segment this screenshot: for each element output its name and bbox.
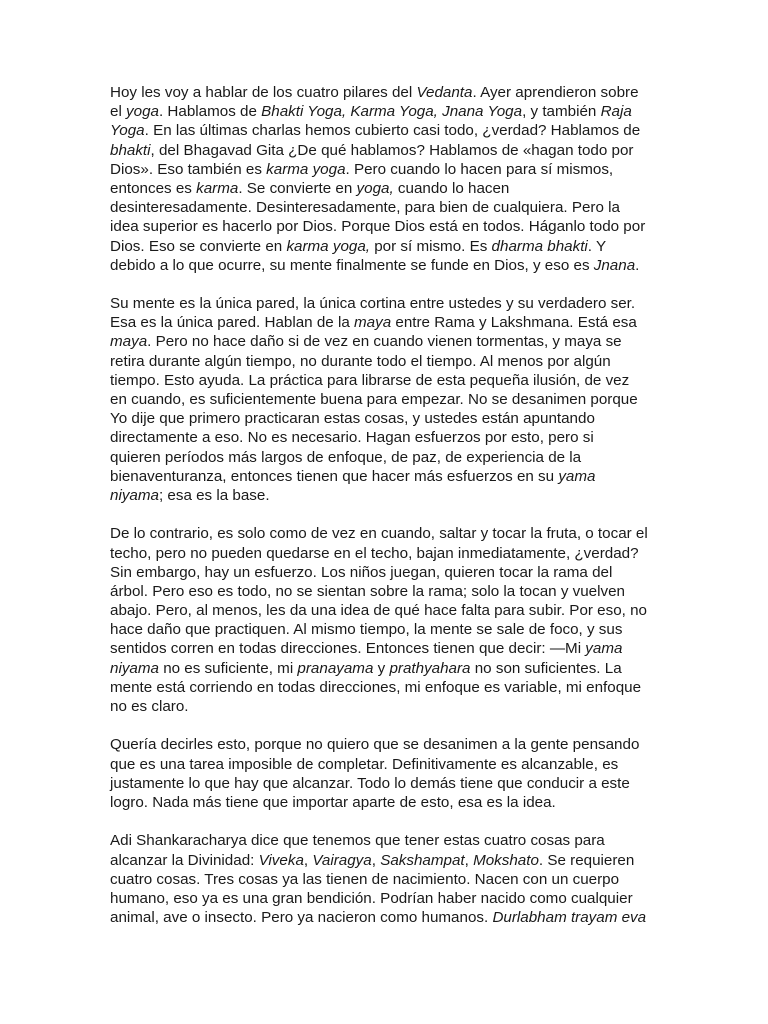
- italic-term: yoga,: [356, 179, 394, 197]
- italic-term: pranayama: [297, 659, 374, 677]
- text-segment: justamente lo que hay que alcanzar. Todo lo demás tiene que conducir a este: [110, 774, 630, 792]
- text-segment: idea superior es hacerlo por Dios. Porque Dios está en todos. Háganlo todo por: [110, 218, 646, 236]
- text-segment: , del Bhagavad Gita ¿De qué hablamos? Hablamos de «hagan todo por: [150, 141, 634, 159]
- text-line: [110, 544, 662, 563]
- italic-term: maya: [110, 333, 148, 351]
- document-body: [110, 83, 662, 946]
- text-segment: en cuando, es suficientemente buena para empezar. No se desanimen porque: [110, 391, 638, 408]
- text-segment: Su mente es la única pared, la única cortina entre ustedes y su verdadero ser.: [110, 295, 636, 313]
- text-segment: desinteresadamente. Desinteresadamente, para bien de cualquiera. Pero la: [110, 199, 620, 217]
- text-line: [110, 198, 662, 217]
- text-line: [110, 390, 662, 409]
- italic-term: yama: [585, 640, 623, 658]
- text-segment: Adi Shankaracharya dice que tenemos que tener estas cuatro cosas para: [110, 832, 605, 850]
- text-line: [110, 678, 662, 697]
- italic-term: dharma bhakti: [491, 237, 588, 255]
- text-line: [110, 908, 662, 927]
- italic-term: Mokshato: [473, 851, 539, 869]
- text-line: [110, 409, 662, 428]
- text-segment: . Pero no hace daño si de vez en cuando vienen tormentas, y maya se: [147, 333, 622, 351]
- italic-term: karma yoga,: [286, 237, 371, 255]
- text-line: [110, 659, 662, 678]
- italic-term: Sakshampat: [380, 851, 465, 869]
- text-line: [110, 83, 662, 102]
- text-line: [110, 774, 662, 793]
- text-segment: debido a lo que ocurre, su mente finalmente se funde en Dios, y eso es: [110, 256, 594, 274]
- italic-term: Durlabham trayam eva: [492, 909, 647, 927]
- italic-term: bhakti: [110, 141, 151, 159]
- text-segment: .: [635, 256, 640, 274]
- paragraph: [110, 735, 662, 812]
- text-line: [110, 141, 662, 160]
- paragraph: [110, 524, 662, 716]
- text-segment: . Hablamos de: [158, 103, 262, 121]
- text-line: [110, 793, 662, 812]
- text-segment: De lo contrario, es solo como de vez en cuando, saltar y tocar la fruta, o tocar el: [110, 525, 648, 543]
- text-line: [110, 179, 662, 198]
- text-line: [110, 467, 662, 486]
- text-line: [110, 294, 662, 313]
- text-segment: . Se convierte en: [238, 179, 357, 197]
- text-segment: directamente a eso. No es necesario. Hagan esfuerzos por esto, pero si: [110, 429, 594, 447]
- text-segment: entonces es: [110, 179, 197, 197]
- text-segment: . Se requieren: [538, 851, 635, 869]
- text-segment: Yo dije que primero practicaran estas cosas, y ustedes están apuntando: [110, 410, 595, 428]
- text-line: [110, 582, 662, 601]
- italic-term: yama: [558, 467, 596, 485]
- text-segment: . En las últimas charlas hemos cubierto casi todo, ¿verdad? Hablamos de: [144, 122, 641, 140]
- text-line: [110, 755, 662, 774]
- text-line: [110, 831, 662, 850]
- text-segment: Esa es la única pared. Hablan de la: [110, 314, 355, 332]
- text-segment: sentidos corren en todas direcciones. Entonces tienen que decir: ―Mi: [110, 640, 586, 658]
- text-line: [110, 486, 662, 505]
- text-line: [110, 256, 662, 275]
- text-line: [110, 889, 662, 908]
- text-segment: abajo. Pero, al menos, les da una idea de qué hace falta para subir. Por eso, no: [110, 602, 647, 620]
- italic-term: prathyahara: [389, 659, 471, 677]
- text-line: [110, 639, 662, 658]
- text-line: [110, 313, 662, 332]
- text-line: [110, 448, 662, 467]
- italic-term: Vairagya: [312, 851, 372, 869]
- text-segment: humano, eso ya es una gran bendición. Podrían haber nacido como cualquier: [110, 889, 633, 907]
- italic-term: Raja: [600, 103, 632, 121]
- text-line: [110, 102, 662, 121]
- italic-term: Yoga: [110, 122, 145, 140]
- italic-term: Bhakti Yoga, Karma Yoga, Jnana Yoga: [261, 103, 523, 121]
- text-segment: retira durante algún tiempo, no durante todo el tiempo. Al menos por algún: [110, 352, 611, 370]
- text-line: [110, 428, 662, 447]
- text-segment: hace daño que practiquen. Al mismo tiempo, la mente se sale de foco, y sus: [110, 621, 623, 639]
- text-segment: ; esa es la base.: [158, 486, 270, 504]
- paragraph: [110, 831, 662, 927]
- text-segment: que es una tarea imposible de completar. Definitivamente es alcanzable, es: [110, 755, 619, 773]
- text-line: [110, 237, 662, 256]
- text-segment: y: [373, 659, 390, 677]
- italic-term: Vedanta: [416, 84, 473, 101]
- italic-term: yoga: [126, 103, 159, 121]
- text-line: [110, 620, 662, 639]
- text-segment: entre Rama y Lakshmana. Está esa: [391, 314, 637, 332]
- paragraph: [110, 294, 662, 505]
- text-segment: techo, pero no pueden quedarse en el techo, bajan inmediatamente, ¿verdad?: [110, 544, 639, 562]
- text-line: [110, 851, 662, 870]
- text-segment: tiempo. Esto ayuda. La práctica para librarse de esta pequeña ilusión, de vez: [110, 371, 630, 389]
- text-segment: logro. Nada más tiene que importar aparte de esto, esa es la idea.: [110, 793, 556, 811]
- text-segment: ,: [371, 851, 381, 869]
- text-segment: Hoy les voy a hablar de los cuatro pilares del: [110, 84, 417, 101]
- paragraph: [110, 83, 662, 275]
- text-line: [110, 563, 662, 582]
- italic-term: Viveka: [258, 851, 304, 869]
- italic-term: niyama: [110, 659, 159, 677]
- italic-term: karma: [196, 179, 239, 197]
- text-line: [110, 524, 662, 543]
- text-segment: cuando lo hacen: [393, 179, 510, 197]
- italic-term: karma yoga: [266, 160, 346, 178]
- text-segment: mente está corriendo en todas direcciones, mi enfoque es variable, mi enfoque: [110, 678, 642, 696]
- text-line: [110, 352, 662, 371]
- text-segment: el: [110, 103, 127, 121]
- italic-term: maya: [354, 314, 392, 332]
- text-segment: . Pero cuando lo hacen para sí mismos,: [345, 160, 614, 178]
- text-line: [110, 735, 662, 754]
- text-segment: , y también: [522, 103, 601, 121]
- text-segment: no es suficiente, mi: [158, 659, 298, 677]
- text-segment: ,: [303, 851, 313, 869]
- italic-term: niyama: [110, 486, 159, 504]
- text-segment: animal, ave o insecto. Pero ya nacieron como humanos.: [110, 909, 493, 927]
- text-segment: Dios. Eso se convierte en: [110, 237, 287, 255]
- text-segment: árbol. Pero eso es todo, no se sientan sobre la rama; solo la tocan y vuelven: [110, 582, 625, 600]
- text-segment: quieren períodos más largos de enfoque, de paz, de experiencia de la: [110, 448, 582, 466]
- text-segment: . Y: [587, 237, 607, 255]
- text-segment: Dios». Eso también es: [110, 160, 267, 178]
- text-line: [110, 121, 662, 140]
- text-segment: Quería decirles esto, porque no quiero que se desanimen a la gente pensando: [110, 736, 640, 754]
- italic-term: Jnana: [593, 256, 636, 274]
- text-segment: bienaventuranza, entonces tienen que hacer más esfuerzos en su: [110, 467, 559, 485]
- text-line: [110, 697, 662, 716]
- text-line: [110, 371, 662, 390]
- text-segment: alcanzar la Divinidad:: [110, 851, 259, 869]
- text-segment: . Ayer aprendieron sobre: [472, 84, 639, 101]
- text-segment: no son suficientes. La: [470, 659, 622, 677]
- text-line: [110, 160, 662, 179]
- text-line: [110, 870, 662, 889]
- text-segment: ,: [464, 851, 474, 869]
- text-segment: cuatro cosas. Tres cosas ya las tienen de nacimiento. Nacen con un cuerpo: [110, 870, 620, 888]
- text-line: [110, 332, 662, 351]
- text-segment: no es claro.: [110, 698, 189, 715]
- text-segment: por sí mismo. Es: [370, 237, 492, 255]
- text-line: [110, 601, 662, 620]
- text-line: [110, 217, 662, 236]
- text-segment: Sin embargo, hay un esfuerzo. Los niños juegan, quieren tocar la rama del: [110, 563, 613, 581]
